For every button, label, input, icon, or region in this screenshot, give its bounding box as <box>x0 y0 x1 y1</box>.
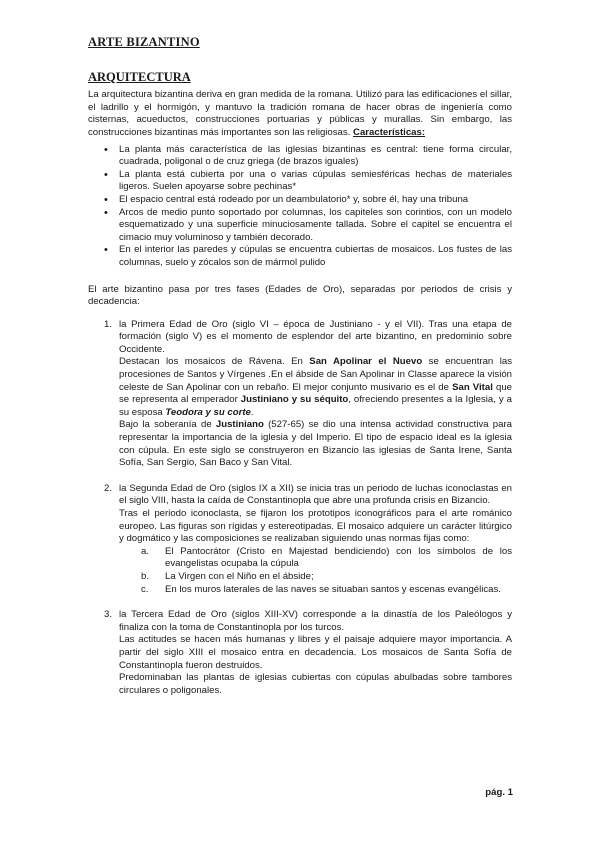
document-page <box>88 36 512 710</box>
phase-number: 2. <box>104 482 113 494</box>
phase-paragraph: Predominaban las plantas de iglesias cubiertas con cúpulas abulbadas sobre tambores circulares o poligonales. <box>119 672 512 696</box>
item-text: La Virgen con el Niño en el ábside; <box>165 570 314 582</box>
phase-item-2 <box>88 483 512 596</box>
page-number: pág. 1 <box>485 787 513 798</box>
subitems-list <box>119 546 512 596</box>
emphasis-text: Justiniano <box>215 419 264 431</box>
text-run: que se representa al emperador <box>119 381 512 406</box>
item-letter: c. <box>141 583 149 595</box>
phases-list <box>88 319 512 698</box>
text-run: Destacan los mosaicos de Rávena. En <box>119 356 310 368</box>
item-text: En los muros laterales de las naves se situaban santos y escenas evangélicas. <box>165 583 501 595</box>
phase-item-1 <box>88 319 512 470</box>
item-letter: b. <box>141 570 150 582</box>
item-letter: a. <box>141 545 150 557</box>
phase-paragraph: Las actitudes se hacen más humanas y libres y el paisaje adquiere mayor importancia. A partir del siglo XIII el mosaico entra en decadencia. Los mosaicos de Santa Sofía de Constantinopla fueron destruidos. <box>119 634 512 671</box>
intro-text: La arquitectura bizantina deriva en gran medida de la romana. Utilizó para las edificaciones el sillar, el ladrillo y el hormigón, y mantuvo la tradición romana de hacer obras de ingeniería como cisternas, acueductos, construcciones portuarias y públicas y murallas. Sin embargo, las construcciones bizantinas más importantes son las religiosas. <box>88 89 512 138</box>
document-title: ARTE BIZANTINO <box>88 35 200 49</box>
intro-paragraph <box>88 89 512 139</box>
list-item: • La planta está cubierta por una o varias cúpulas semiesféricas hechas de materiales ligeros. Suelen apoyarse sobre pechinas* <box>88 169 512 194</box>
phase-paragraph <box>119 419 512 469</box>
emphasis-text: San Vital <box>452 381 493 393</box>
list-item: • La planta más característica de las iglesias bizantinas es central: tiene forma circular, cuadrada, poligonal o de cruz griega (de brazos iguales) <box>88 144 512 169</box>
text-run: Bajo la soberanía de <box>119 419 216 431</box>
phase-number: 3. <box>104 609 113 621</box>
text-run: se encuentran las procesiones de Santos y Vírgenes .En el ábside de San Apolinar in Classe aparece la visión celeste de San Apolinar con un rebaño. El mejor conjunto musivario es el de <box>119 356 513 393</box>
intro-emphasis: Características: <box>353 126 426 138</box>
phase-paragraph: Tras el periodo iconoclasta, se fijaron los prototipos iconográficos para el arte románico europeo. Las figuras son rígidas y estereotipadas. El mosaico adquiere un carácter litúrgico y dogmático y las composiciones se realizaban siguiendo unas normas fijas como: <box>119 508 512 545</box>
phase-paragraph: la Tercera Edad de Oro (siglos XIII-XV) corresponde a la dinastía de los Paleólogos y finaliza con la toma de Constantinopla por los turcos. <box>119 609 512 633</box>
phase-number: 1. <box>104 318 113 330</box>
text-run: , ofreciendo presentes a la Iglesia, y a su esposa <box>119 394 512 418</box>
phases-intro: El arte bizantino pasa por tres fases (Edades de Oro), separadas por periodos de crisis y decadencia: <box>88 283 512 308</box>
phase-item-3 <box>88 609 512 697</box>
list-item: • En el interior las paredes y cúpulas se encuentra cubiertas de mosaicos. Los fustes de las columnas, suelo y zócalos son de mármol pulido <box>88 244 512 269</box>
item-text: El Pantocrátor (Cristo en Majestad bendiciendo) con los símbolos de los evangelistas ocupaba la cúpula <box>165 545 512 570</box>
list-item <box>141 584 512 597</box>
emphasis-text: Teodora y su corte <box>165 406 251 418</box>
features-list <box>88 144 512 270</box>
list-item <box>141 571 512 584</box>
text-run: . <box>250 406 254 418</box>
section-heading: ARQUITECTURA <box>88 69 191 84</box>
emphasis-text: San Apolinar el Nuevo <box>309 356 423 368</box>
list-item <box>141 546 512 571</box>
list-item: • Arcos de medio punto soportado por columnas, los capiteles son corintios, con un modelo esquematizado y una superficie minuciosamente tallada. Sobre el capitel se encuentra el cimacio muy voluminoso y también decorado. <box>88 207 512 245</box>
phase-paragraph <box>119 356 512 419</box>
list-item: • El espacio central está rodeado por un deambulatorio* y, sobre él, hay una tribuna <box>88 194 512 207</box>
phase-paragraph: la Primera Edad de Oro (siglo VI – época de Justiniano - y el VII). Tras una etapa de formación (siglo V) es el momento de esplendor del arte bizantino, en predominio sobre Occidente. <box>119 318 512 355</box>
emphasis-text: Justiniano y su séquito <box>240 394 349 406</box>
text-run: (527-65) se dio una intensa actividad constructiva para representar la importancia de la iglesia y del Imperio. El tipo de espacio ideal es la iglesia con cúpula. En este siglo se construyeron en Bizancio las iglesias de Santa Irene, Santa Sofía, San Sergio, San Baco y San Vital. <box>119 419 512 469</box>
phase-paragraph: la Segunda Edad de Oro (siglos IX a XII) se inicia tras un periodo de luchas iconoclastas en el siglo VIII, hasta la caída de Constantinopla que abre una profunda crisis en Bizancio. <box>119 482 512 507</box>
